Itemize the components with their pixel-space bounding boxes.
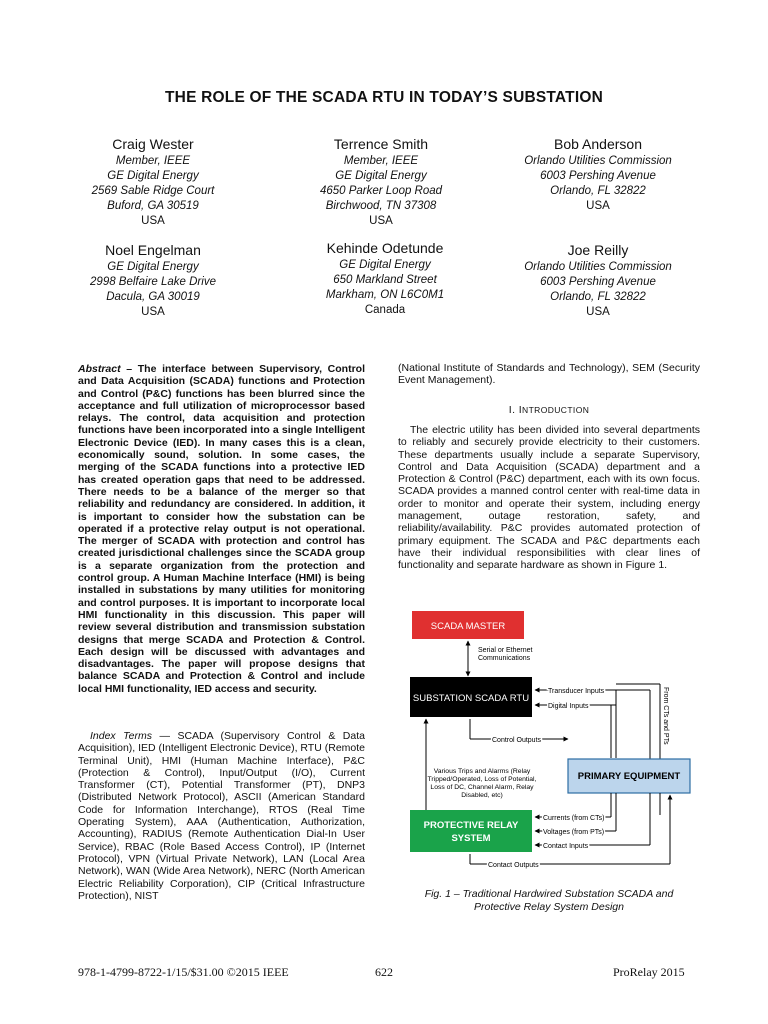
index-terms: [78, 730, 365, 902]
author-name: Kehinde Odetunde: [326, 240, 444, 256]
protective-relay-label: PROTECTIVE RELAY: [423, 820, 519, 831]
trips-alarms-label: Disabled, etc): [461, 792, 503, 799]
author-address: 6003 Pershing Avenue: [540, 276, 656, 288]
voltages-label: Voltages (from PTs): [543, 829, 605, 836]
figure-caption-line: Protective Relay System Design: [474, 901, 624, 913]
author-block: [493, 243, 703, 320]
author-affiliation: GE Digital Energy: [107, 261, 199, 273]
from-cts-pts-label: From CTs and PTs: [662, 687, 669, 745]
introduction-paragraph: The electric utility has been divided into several departments to reliably and securely provide electricity to their customers. These departments usually include a separate Supervisory, Control and Data Acquisition (SCADA) department and a Protection & Control (P&C) department, each with its own focus. SCADA provides a manned control center with real-time data in order to monitor and operate their system, including energy management, outage restoration, safety, and reliability/availability. P&C provides automated protection of primary equipment. The SCADA and P&C departments each have their individual responsibilities with clear lines of functionality and separate hardware as shown in Figure 1.: [398, 424, 700, 572]
section-rest: NTRODUCTION: [522, 405, 590, 415]
author-block: [493, 137, 703, 214]
author-affiliation: GE Digital Energy: [339, 259, 431, 271]
index-terms-text: — SCADA (Supervisory Control & Data Acquisition), IED (Intelligent Electronic Device), RTU (Remote Terminal Unit), HMI (Human Machine Interface), P&C (Protection & Control), Input/Output (I/O), Current Transformer (CT), Potential Transformer (PT), DNP3 (Distributed Network Protocol), ASCII (American Standard Code for Information Interchange), RTOS (Real Time Operating System), AAA (Authentication, Authorization, Accounting), RADIUS (Remote Authentication Dial-In User Service), RBAC (Role Based Access Control), IP (Internet Protocol), VPN (Virtual Private Network), LAN (Local Area Network), WAN (Wide Area Network), NERC (North American Electric Reliability Corporation), CIP (Critical Infrastructure Protection), NIST: [78, 730, 365, 902]
author-address: 650 Markland Street: [333, 274, 437, 286]
trips-alarms-label: Various Trips and Alarms (Relay: [433, 768, 531, 775]
author-name: Bob Anderson: [554, 136, 642, 152]
author-block: [48, 137, 258, 229]
contact-inputs-label: Contact Inputs: [543, 843, 589, 850]
protective-relay-label: SYSTEM: [451, 833, 491, 844]
figure-caption: [398, 888, 700, 914]
section-first-letter: I: [518, 404, 523, 416]
author-block: [48, 243, 258, 320]
author-country: USA: [586, 306, 610, 318]
footer-conference: ProRelay 2015: [613, 965, 685, 979]
author-city: Dacula, GA 30019: [106, 291, 200, 303]
author-affiliation: GE Digital Energy: [107, 170, 199, 182]
author-affiliation: Member, IEEE: [115, 155, 191, 167]
author-address: 2998 Belfaire Lake Drive: [90, 276, 216, 288]
comms-label: Serial or Ethernet: [478, 647, 533, 654]
author-block: [276, 137, 486, 229]
digital-inputs-label: Digital Inputs: [548, 703, 589, 710]
section-heading: [398, 404, 700, 416]
abstract-lead: Abstract: [78, 363, 121, 375]
author-address: 2569 Sable Ridge Court: [91, 185, 215, 197]
currents-label: Currents (from CTs): [543, 815, 605, 822]
author-affiliation: GE Digital Energy: [335, 170, 427, 182]
abstract-text: – The interface between Supervisory, Control and Data Acquisition (SCADA) functions and Protection and Control (P&C) functions has been blurred since the acceptance and full utilization of microprocessor based relays. The control, data acquisition and protection functions have been incorporated into a single Intelligent Electronic Device (IED). In many cases this is a clean, economically sound, solution. In some cases, the merging of the SCADA functions into a protective IED has created operation gaps that need to be addressed. There needs to be a balance of the merger so that reliability and redundancy are considered. In addition, it is important to consider how the substation can be operated if a protective relay output is not operational. The merger of SCADA with protection and control has created jurisdictional challenges since the SCADA group is a separate organization from the protection and control group. A Human Machine Interface (HMI) is being installed in substations by many utilities for monitoring and control purposes. It is important to incorporate local HMI functionality in this discussion. This paper will review several distribution and transmission substation designs that merge SCADA and Protection & Control. Each design will be discussed with advantages and disadvantages. The paper will propose designs that balance SCADA and Protection & Control and include local HMI functionality, IED access and security.: [78, 363, 365, 695]
protective-relay-box: [410, 810, 532, 852]
author-affiliation: Orlando Utilities Commission: [524, 261, 672, 273]
transducer-inputs-label: Transducer Inputs: [548, 688, 605, 695]
author-country: Canada: [364, 304, 406, 316]
author-affiliation: Orlando Utilities Commission: [524, 155, 672, 167]
paper-title: THE ROLE OF THE SCADA RTU IN TODAY’S SUBSTATION: [165, 89, 603, 106]
trips-alarms-label: Loss of DC, Channel Alarm, Relay: [430, 784, 534, 791]
section-numeral: I.: [508, 404, 516, 416]
author-affiliation: Member, IEEE: [343, 155, 419, 167]
author-name: Terrence Smith: [333, 136, 429, 152]
author-city: Markham, ON L6C0M1: [325, 289, 445, 301]
author-name: Craig Wester: [112, 136, 194, 152]
abstract: [78, 363, 365, 695]
rtu-label: SUBSTATION SCADA RTU: [412, 693, 530, 704]
footer-page-number: 622: [375, 965, 393, 979]
trips-alarms-label: Tripped/Operated, Loss of Potential,: [427, 776, 537, 783]
footer-copyright: 978-1-4799-8722-1/15/$31.00 ©2015 IEEE: [78, 965, 289, 979]
author-city: Buford, GA 30519: [107, 200, 199, 212]
control-outputs-label: Control Outputs: [492, 737, 542, 744]
figure-1-diagram: [398, 605, 704, 875]
author-country: USA: [141, 306, 165, 318]
author-country: USA: [369, 215, 393, 227]
comms-label: Communications: [478, 655, 531, 662]
author-block: [280, 241, 490, 318]
author-city: Orlando, FL 32822: [550, 291, 646, 303]
author-address: 6003 Pershing Avenue: [540, 170, 656, 182]
primary-equipment-label: PRIMARY EQUIPMENT: [577, 771, 681, 782]
figure-caption-line: Fig. 1 – Traditional Hardwired Substation SCADA and: [424, 888, 674, 900]
index-terms-lead: Index Terms: [90, 730, 152, 742]
author-city: Birchwood, TN 37308: [325, 200, 437, 212]
author-country: USA: [586, 200, 610, 212]
scada-master-label: SCADA MASTER: [430, 621, 506, 632]
author-address: 4650 Parker Loop Road: [319, 185, 443, 197]
author-city: Orlando, FL 32822: [550, 185, 646, 197]
author-country: USA: [141, 215, 165, 227]
author-name: Noel Engelman: [105, 242, 201, 258]
contact-outputs-label: Contact Outputs: [488, 862, 539, 869]
index-terms-continued: (National Institute of Standards and Technology), SEM (Security Event Management).: [398, 362, 700, 387]
author-name: Joe Reilly: [567, 242, 629, 258]
